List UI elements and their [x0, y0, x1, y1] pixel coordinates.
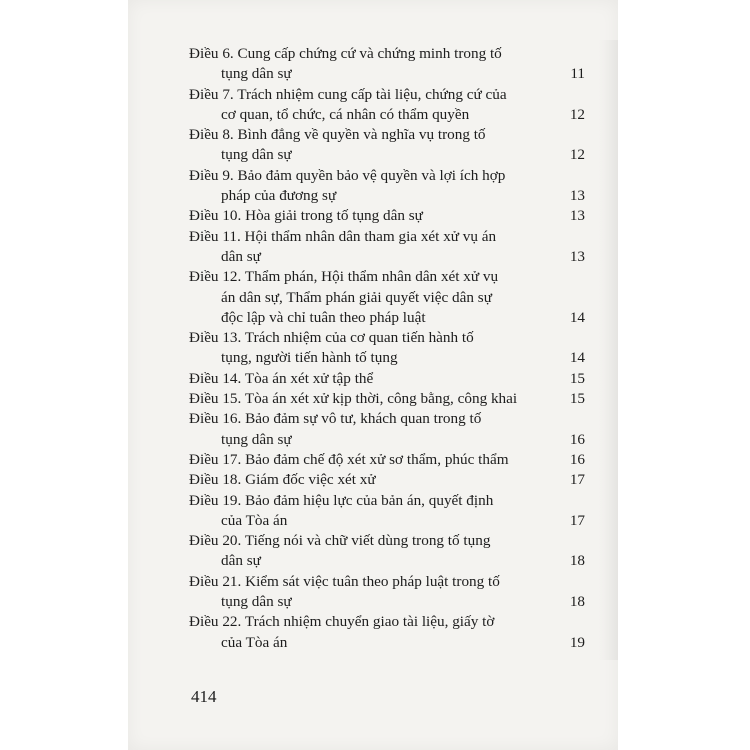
toc-entry-title: Điều 20. Tiếng nói và chữ viết dùng trong tố tụng	[189, 532, 491, 550]
toc-entry-title: Điều 17. Bảo đảm chế độ xét xử sơ thẩm, phúc thẩm	[189, 450, 509, 468]
toc-entry-page: 11	[570, 65, 585, 83]
toc-entry-continuation: tụng dân sự	[221, 430, 292, 448]
toc-entry-page: 19	[569, 633, 585, 651]
toc-entry-continuation: của Tòa án	[221, 511, 288, 529]
toc-entry-title: Điều 6. Cung cấp chứng cứ và chứng minh trong tố	[189, 45, 502, 62]
toc-entry-page: 17	[569, 511, 585, 529]
toc-entry-title: Điều 7. Trách nhiệm cung cấp tài liệu, chứng cứ của	[189, 85, 507, 103]
toc-entry-title: Điều 14. Tòa án xét xử tập thể	[189, 369, 374, 387]
toc-entry-continuation: cơ quan, tổ chức, cá nhân có thẩm quyền	[221, 105, 470, 123]
toc-entry-title: Điều 16. Bảo đảm sự vô tư, khách quan trong tố	[189, 410, 482, 428]
toc-entry-page: 18	[569, 552, 585, 570]
toc-entry	[189, 227, 585, 268]
toc-entry-page: 18	[569, 593, 585, 611]
show-through-shadow	[598, 40, 618, 660]
toc-entry-continuation: độc lập và chỉ tuân theo pháp luật	[221, 308, 426, 326]
toc-entry	[189, 328, 585, 369]
toc-entry-continuation: dân sự	[221, 552, 261, 570]
toc-entry-title: Điều 21. Kiểm sát việc tuân theo pháp luật trong tố	[189, 572, 500, 590]
toc-entry	[189, 531, 585, 572]
toc-entry	[189, 572, 585, 613]
toc-entry-title: Điều 8. Bình đẳng về quyền và nghĩa vụ trong tố	[189, 126, 486, 144]
toc-entry	[189, 470, 585, 490]
book-page	[128, 0, 618, 750]
toc-entry-title: Điều 11. Hội thẩm nhân dân tham gia xét xử vụ án	[189, 227, 497, 245]
toc-entry-continuation: tụng dân sự	[221, 65, 292, 83]
toc-entry	[189, 166, 585, 207]
toc-entry-page: 14	[569, 349, 585, 367]
toc-entry	[189, 450, 585, 470]
page-number: 414	[191, 687, 217, 706]
toc-entry-continuation: tụng, người tiến hành tố tụng	[221, 349, 398, 367]
toc-entry-title: Điều 10. Hòa giải trong tố tụng dân sự	[189, 207, 423, 225]
toc-entry-title: Điều 22. Trách nhiệm chuyển giao tài liệu, giấy tờ	[189, 613, 495, 631]
toc-entry-page: 13	[569, 247, 585, 265]
toc-entry-page: 17	[569, 471, 585, 489]
toc-entry	[189, 389, 585, 409]
toc-entry-title: Điều 15. Tòa án xét xử kịp thời, công bằng, công khai	[189, 390, 518, 408]
toc-entry	[189, 125, 585, 166]
toc-entry	[189, 409, 585, 450]
toc-entry-page: 15	[569, 369, 585, 387]
table-of-contents	[189, 44, 585, 653]
toc-entry-continuation: của Tòa án	[221, 633, 288, 651]
toc-entry-title: Điều 19. Bảo đảm hiệu lực của bản án, quyết định	[189, 491, 494, 509]
toc-entry-page: 12	[569, 146, 585, 164]
toc-entry-page: 16	[569, 450, 585, 468]
toc-entry-page: 13	[569, 187, 585, 205]
toc-entry-continuation: pháp của đương sự	[221, 187, 337, 205]
toc-entry-continuation: án dân sự, Thẩm phán giải quyết việc dân sự	[221, 288, 492, 306]
toc-entry	[189, 206, 585, 226]
toc-entry-title: Điều 12. Thẩm phán, Hội thẩm nhân dân xét xử vụ	[189, 268, 499, 286]
toc-entry-continuation: dân sự	[221, 247, 261, 265]
toc-entry-title: Điều 18. Giám đốc việc xét xử	[189, 471, 376, 489]
toc-entry	[189, 369, 585, 389]
toc-entry-continuation: tụng dân sự	[221, 593, 292, 611]
toc-entry-page: 16	[569, 430, 585, 448]
toc-entry-page: 15	[569, 390, 585, 408]
toc-entry	[189, 85, 585, 126]
toc-entry	[189, 267, 585, 328]
toc-entry-title: Điều 9. Bảo đảm quyền bảo vệ quyền và lợi ích hợp	[189, 166, 506, 184]
toc-entry-continuation: tụng dân sự	[221, 146, 292, 164]
toc-entry-page: 14	[569, 308, 585, 326]
toc-entry	[189, 44, 585, 85]
toc-entry-page: 13	[569, 207, 585, 225]
toc-entry	[189, 491, 585, 532]
toc-entry-page: 12	[569, 105, 585, 123]
toc-entry	[189, 612, 585, 653]
toc-entry-title: Điều 13. Trách nhiệm của cơ quan tiến hành tố	[189, 329, 474, 347]
